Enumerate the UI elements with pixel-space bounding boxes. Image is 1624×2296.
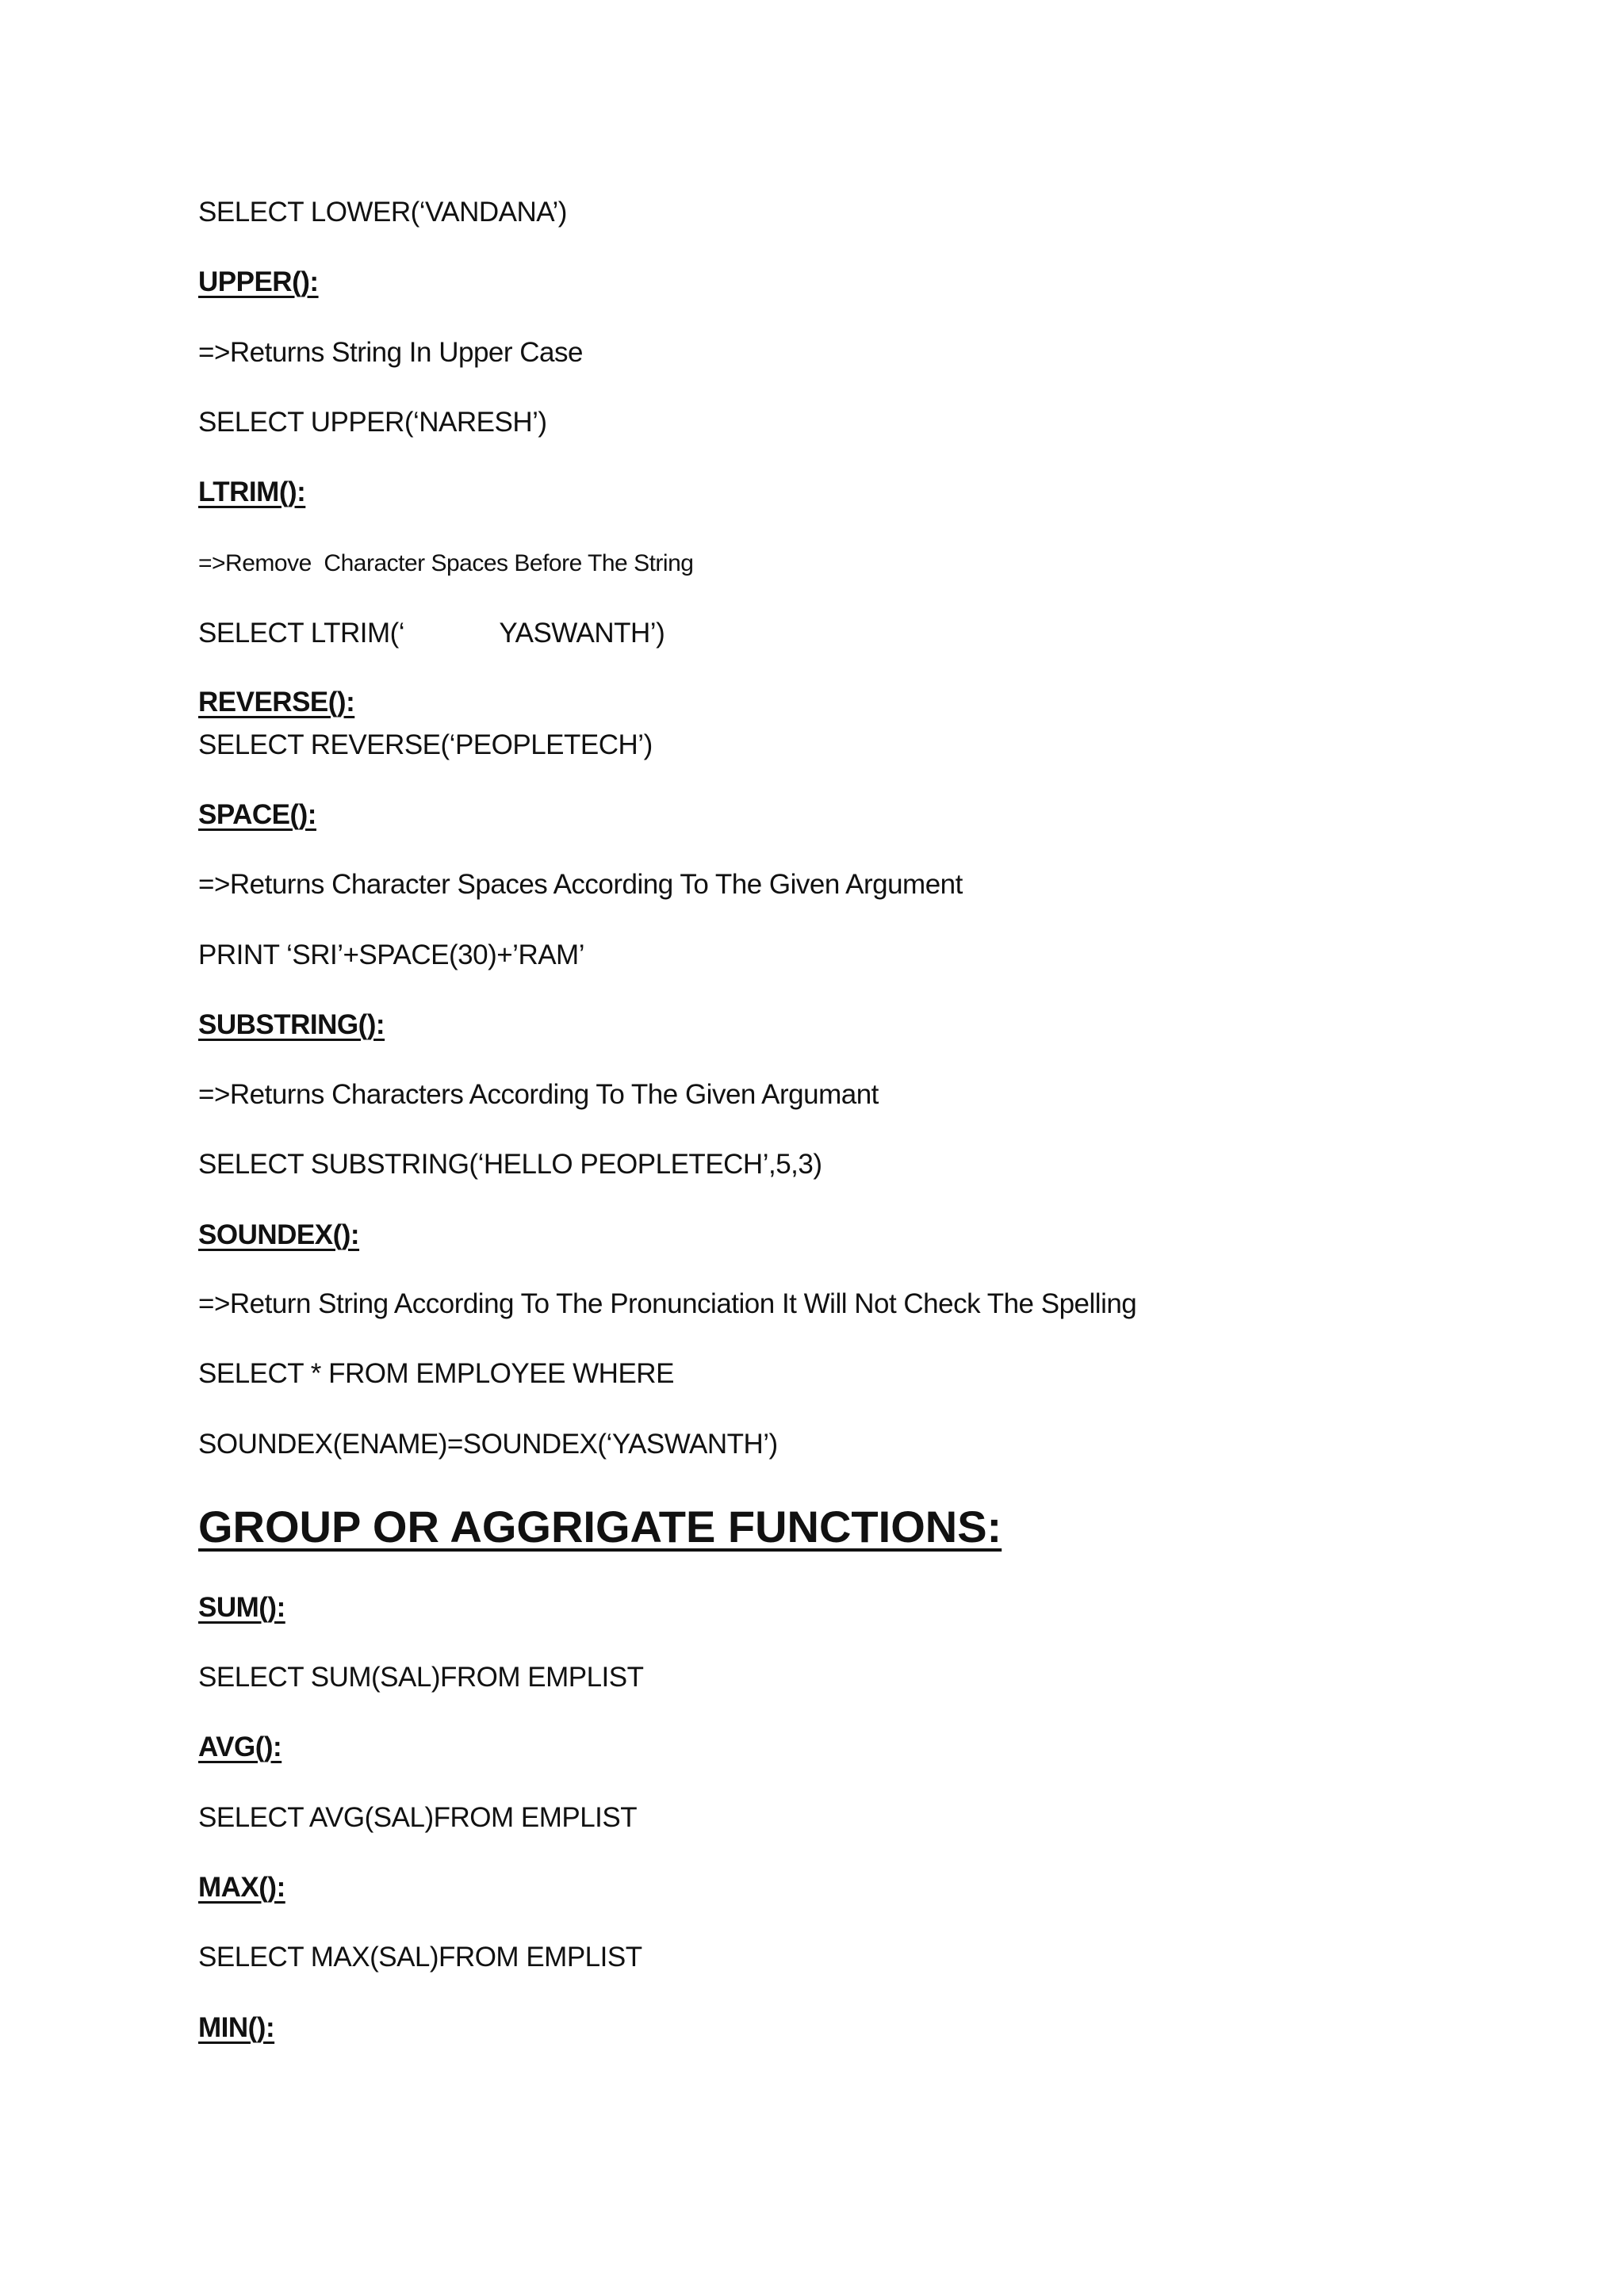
upper-description: =>Returns String In Upper Case <box>198 337 583 368</box>
avg-heading: AVG(): <box>198 1732 282 1762</box>
upper-heading: UPPER(): <box>198 266 319 297</box>
space-example: PRINT ‘SRI’+SPACE(30)+’RAM’ <box>198 939 584 970</box>
ltrim-description: =>Remove Character Spaces Before The String <box>198 550 694 576</box>
max-example: SELECT MAX(SAL)FROM EMPLIST <box>198 1942 642 1973</box>
upper-example: SELECT UPPER(‘NARESH’) <box>198 407 547 438</box>
reverse-heading: REVERSE(): <box>198 687 355 718</box>
sum-heading: SUM(): <box>198 1592 285 1623</box>
min-heading: MIN(): <box>198 2012 275 2043</box>
substring-description: =>Returns Characters According To The Given Argumant <box>198 1079 879 1110</box>
space-heading: SPACE(): <box>198 799 316 830</box>
soundex-example-line2: SOUNDEX(ENAME)=SOUNDEX(‘YASWANTH’) <box>198 1429 778 1460</box>
space-description: =>Returns Character Spaces According To The Given Argument <box>198 869 963 900</box>
reverse-example: SELECT REVERSE(‘PEOPLETECH’) <box>198 729 653 760</box>
ltrim-example: SELECT LTRIM(‘ YASWANTH’) <box>198 618 665 649</box>
soundex-description: =>Return String According To The Pronunciation It Will Not Check The Spelling <box>198 1288 1137 1319</box>
avg-example: SELECT AVG(SAL)FROM EMPLIST <box>198 1802 638 1833</box>
ltrim-heading: LTRIM(): <box>198 476 306 507</box>
substring-heading: SUBSTRING(): <box>198 1009 385 1040</box>
soundex-heading: SOUNDEX(): <box>198 1219 360 1250</box>
substring-example: SELECT SUBSTRING(‘HELLO PEOPLETECH’,5,3) <box>198 1149 822 1180</box>
max-heading: MAX(): <box>198 1872 285 1903</box>
soundex-example-line1: SELECT * FROM EMPLOYEE WHERE <box>198 1358 674 1389</box>
aggregate-functions-title: GROUP OR AGGRIGATE FUNCTIONS: <box>198 1502 1002 1552</box>
lower-example: SELECT LOWER(‘VANDANA’) <box>198 197 567 228</box>
sum-example: SELECT SUM(SAL)FROM EMPLIST <box>198 1662 644 1693</box>
